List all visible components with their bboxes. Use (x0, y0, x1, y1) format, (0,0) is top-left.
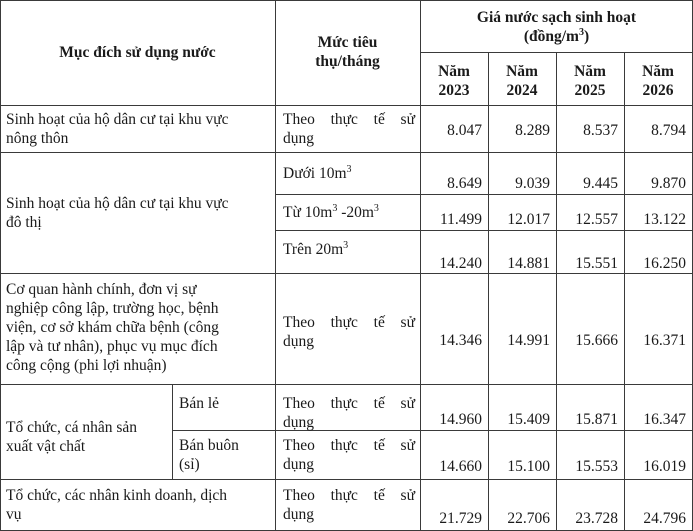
price-cell: 8.794 (651, 122, 686, 139)
price-cell: 22.706 (507, 510, 550, 527)
purpose-business: Tổ chức, các nhân kinh doanh, dịch vụ (6, 487, 228, 523)
rule (172, 430, 693, 431)
rule (172, 384, 173, 479)
price-cell: 8.047 (447, 122, 482, 139)
header-price (420, 8, 693, 46)
price-cell: 8.289 (515, 122, 550, 139)
rule (0, 479, 693, 480)
price-cell: 12.017 (507, 211, 550, 228)
price-cell: 14.346 (439, 332, 482, 349)
purpose-public: Cơ quan hành chính, đơn vị sự nghiệp công lập, trường học, bệnh viện, cơ sở khám chữa bệnh (công lập và tư nhân), phục vụ mục đích công cộng (phi lợi nhuận) (6, 281, 219, 374)
rule (0, 0, 693, 1)
price-cell: 9.870 (651, 175, 686, 192)
purpose-rural: Sinh hoạt của hộ dân cư tại khu vực nông thôn (6, 111, 229, 147)
rule (0, 384, 693, 385)
price-cell: 14.660 (439, 458, 482, 475)
rule (0, 152, 693, 153)
header-price-line1: Giá nước sạch sinh hoạt (476, 9, 637, 26)
price-cell: 15.871 (575, 411, 618, 428)
level-public: Theo thực tế sử dụng (283, 314, 415, 350)
level-rural: Theo thực tế sử dụng (283, 111, 415, 147)
level-wholesale: Theo thực tế sử dụng (283, 437, 415, 473)
price-cell: 8.537 (583, 122, 618, 139)
price-cell: 24.796 (643, 510, 686, 527)
price-cell: 9.445 (583, 175, 618, 192)
year-header-2024: Năm 2024 (506, 63, 538, 99)
rule (0, 0, 1, 531)
purpose-production: Tổ chức, cá nhân sản xuất vật chất (6, 419, 138, 455)
price-cell: 14.881 (507, 255, 550, 272)
price-cell: 15.409 (507, 411, 550, 428)
rule (0, 105, 693, 106)
price-cell: 15.551 (575, 255, 618, 272)
price-cell: 16.250 (643, 255, 686, 272)
rule (0, 273, 693, 274)
sub-retail: Bán lẻ (179, 395, 220, 412)
price-cell: 14.240 (439, 255, 482, 272)
purpose-urban: Sinh hoạt của hộ dân cư tại khu vực đô thị (6, 195, 229, 231)
price-cell: 16.371 (643, 332, 686, 349)
header-level (275, 33, 420, 71)
level-urban-tier3: Trên $20m^3$ (283, 239, 349, 258)
price-cell: 13.122 (643, 211, 686, 228)
price-cell: 15.553 (575, 458, 618, 475)
year-header-2023: Năm 2023 (438, 63, 470, 99)
header-price-unit: $(đồng/m^3)$ (523, 26, 590, 45)
year-header-2025: Năm 2025 (574, 63, 606, 99)
price-cell: 9.039 (515, 175, 550, 192)
price-cell: 15.666 (575, 332, 618, 349)
level-retail: Theo thực tế sử dụng (283, 395, 415, 431)
price-cell: 11.499 (439, 211, 482, 228)
header-level-line1: Mức tiêu (317, 34, 378, 51)
price-cell: 12.557 (575, 211, 618, 228)
level-urban-tier2: Từ $10m^3$ $-20m^3$ (283, 202, 379, 221)
price-cell: 16.019 (643, 458, 686, 475)
rule (275, 230, 693, 231)
header-level-line2: thụ/tháng (315, 53, 380, 70)
price-cell: 14.960 (439, 411, 482, 428)
level-urban-tier1: Dưới $10m^3$ (283, 163, 352, 182)
header-purpose: Mục đích sử dụng nước (59, 44, 216, 61)
price-cell: 14.991 (507, 332, 550, 349)
price-cell: 21.729 (439, 510, 482, 527)
price-cell: 23.728 (575, 510, 618, 527)
rule (275, 0, 276, 531)
year-header-2026: Năm 2026 (642, 63, 674, 99)
price-cell: 8.649 (447, 175, 482, 192)
level-business: Theo thực tế sử dụng (283, 487, 415, 523)
sub-wholesale: Bán buôn (sỉ) (179, 437, 239, 473)
rule (275, 194, 693, 195)
price-cell: 15.100 (507, 458, 550, 475)
price-cell: 16.347 (643, 411, 686, 428)
